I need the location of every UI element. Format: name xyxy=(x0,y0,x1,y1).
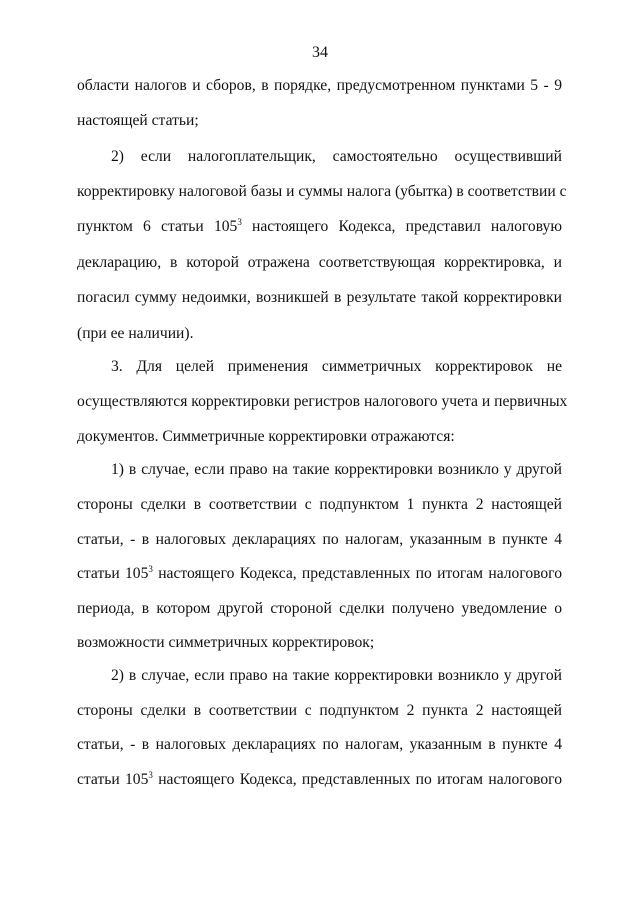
text-line: декларацию, в которой отражена соответствующая корректировка, и xyxy=(77,254,562,271)
text-line: настоящей статьи; xyxy=(77,112,199,129)
text-line: области налогов и сборов, в порядке, предусмотренном пунктами 5 - 9 xyxy=(77,77,562,94)
text-line: 2) если налогоплательщик, самостоятельно осуществивший xyxy=(111,148,562,165)
text-line: статьи, - в налоговых декларациях по налогам, указанным в пункте 4 xyxy=(77,736,562,753)
text-line: возможности симметричных корректировок; xyxy=(77,634,375,651)
text-line: 3. Для целей применения симметричных корректировок не xyxy=(111,358,562,375)
text-line-with-superscript xyxy=(77,217,562,237)
text-segment: пунктом 6 статьи 105 xyxy=(77,218,238,235)
text-line: документов. Симметричные корректировки отражаются: xyxy=(77,428,455,445)
superscript: 3 xyxy=(237,217,242,227)
text-line: (при ее наличии). xyxy=(77,325,194,342)
text-segment: статьи 105 xyxy=(77,565,149,582)
text-segment: статьи 105 xyxy=(77,771,149,788)
page-number: 34 xyxy=(312,44,328,61)
text-line: погасил сумму недоимки, возникшей в результате такой корректировки xyxy=(77,289,562,306)
text-line: стороны сделки в соответствии с подпунктом 1 пункта 2 настоящей xyxy=(77,496,562,513)
text-segment: настоящего Кодекса, представил налоговую xyxy=(241,218,562,235)
text-segment: настоящего Кодекса, представленных по итогам налогового xyxy=(152,565,562,582)
text-line-with-superscript xyxy=(77,770,562,790)
text-line-with-superscript xyxy=(77,564,562,584)
text-line: 1) в случае, если право на такие корректировки возникло у другой xyxy=(111,461,562,478)
text-segment: настоящего Кодекса, представленных по итогам налогового xyxy=(152,771,562,788)
superscript: 3 xyxy=(148,564,153,574)
superscript: 3 xyxy=(148,770,153,780)
text-line: стороны сделки в соответствии с подпунктом 2 пункта 2 настоящей xyxy=(77,702,562,719)
text-line: корректировку налоговой базы и суммы налога (убытка) в соответствии с xyxy=(77,183,567,200)
text-line: статьи, - в налоговых декларациях по налогам, указанным в пункте 4 xyxy=(77,531,562,548)
text-line: периода, в котором другой стороной сделки получено уведомление о xyxy=(77,600,562,617)
text-line: 2) в случае, если право на такие корректировки возникло у другой xyxy=(111,667,562,684)
text-line: осуществляются корректировки регистров налогового учета и первичных xyxy=(77,393,568,410)
